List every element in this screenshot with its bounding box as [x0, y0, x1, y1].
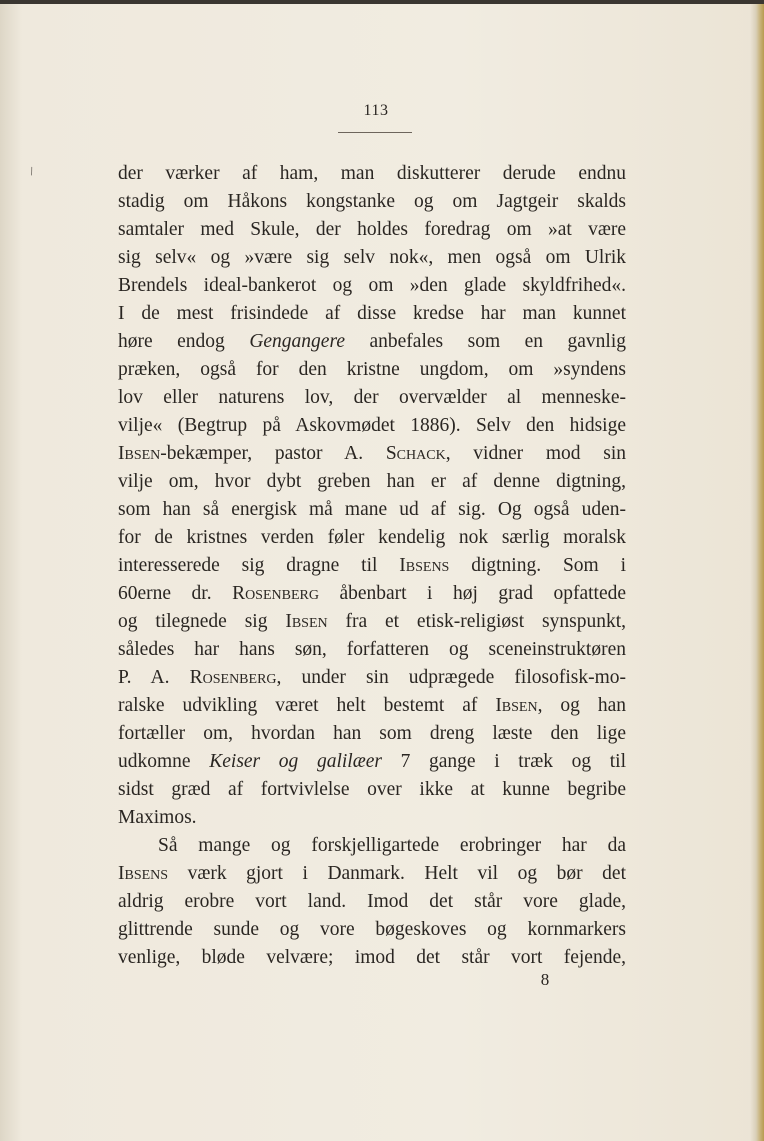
author-name: Schack — [385, 443, 446, 464]
text-line: fortæller om, hvordan han som dreng læste den lige — [118, 723, 626, 744]
text-line: for de kristnes verden føler kendelig nok særlig moralsk — [118, 527, 626, 548]
text-line: Brendels ideal-bankerot og om »den glade skyldfrihed«. — [118, 275, 626, 296]
text-line: glittrende sunde og vore bøgeskoves og kornmarkers — [118, 919, 626, 940]
author-name: Ibsen — [285, 611, 328, 632]
author-name: Ibsens — [118, 863, 169, 884]
text-line: høre endog Gengangere anbefales som en gavnlig — [118, 331, 626, 352]
text-line: Så mange og forskjelligartede erobringer har da — [158, 835, 626, 856]
text-line: præken, også for den kristne ungdom, om »syndens — [118, 359, 626, 380]
page-edge-shadow — [750, 4, 764, 1141]
text-line: 60erne dr. Rosenberg åbenbart i høj grad opfattede — [118, 583, 627, 604]
text-line: venlige, bløde velvære; imod det står vort fejende, — [118, 947, 626, 968]
work-title: Gengangere — [249, 331, 345, 352]
text-line: P. A. Rosenberg, under sin udprægede filosofisk-mo- — [118, 667, 626, 688]
margin-mark: \ — [27, 163, 36, 179]
author-name: Ibsen — [118, 443, 161, 464]
text-line: Maximos. — [118, 807, 197, 828]
text-line: Ibsen-bekæmper, pastor A. Schack, vidner mod sin — [118, 443, 626, 464]
text-line: vilje« (Begtrup på Askovmødet 1886). Selv den hidsige — [118, 415, 626, 436]
text-line: stadig om Håkons kongstanke og om Jagtgeir skalds — [118, 191, 626, 212]
text-line: og tilegnede sig Ibsen fra et etisk-religiøst synspunkt, — [118, 611, 626, 632]
text-line: sig selv« og »være sig selv nok«, men også om Ulrik — [118, 247, 626, 268]
page-number-rule — [338, 132, 412, 133]
author-name: Rosenberg — [189, 667, 277, 688]
text-line: interesserede sig dragne til Ibsens digtning. Som i — [118, 555, 626, 576]
text-line: der værker af ham, man diskutterer derude endnu — [118, 163, 626, 184]
text-line: I de mest frisindede af disse kredse har man kunnet — [118, 303, 626, 324]
text-line: ralske udvikling været helt bestemt af Ibsen, og han — [118, 695, 626, 716]
text-line: således har hans søn, forfatteren og sceneinstruktøren — [118, 639, 626, 660]
signature-mark: 8 — [540, 970, 550, 989]
text-line: udkomne Keiser og galilæer 7 gange i træk og til — [118, 751, 626, 772]
text-line: Ibsens værk gjort i Danmark. Helt vil og bør det — [118, 863, 626, 884]
author-name: Ibsens — [399, 555, 450, 576]
work-title: Keiser og galilæer — [209, 751, 382, 772]
text-line: som han så energisk må mane ud af sig. Og også uden- — [118, 499, 626, 520]
text-line: samtaler med Skule, der holdes foredrag om »at være — [118, 219, 626, 240]
page-number: 113 — [363, 102, 389, 119]
top-edge-rule — [0, 0, 764, 4]
text-line: lov eller naturens lov, der overvælder al menneske- — [118, 387, 626, 408]
body-text — [118, 160, 626, 972]
text-line: sidst græd af fortvivlelse over ikke at kunne begribe — [118, 779, 626, 800]
author-name: Rosenberg — [232, 583, 319, 604]
author-name: Ibsen — [495, 695, 538, 716]
text-line: vilje om, hvor dybt greben han er af denne digtning, — [118, 471, 626, 492]
text-line: aldrig erobre vort land. Imod det står vore glade, — [118, 891, 626, 912]
